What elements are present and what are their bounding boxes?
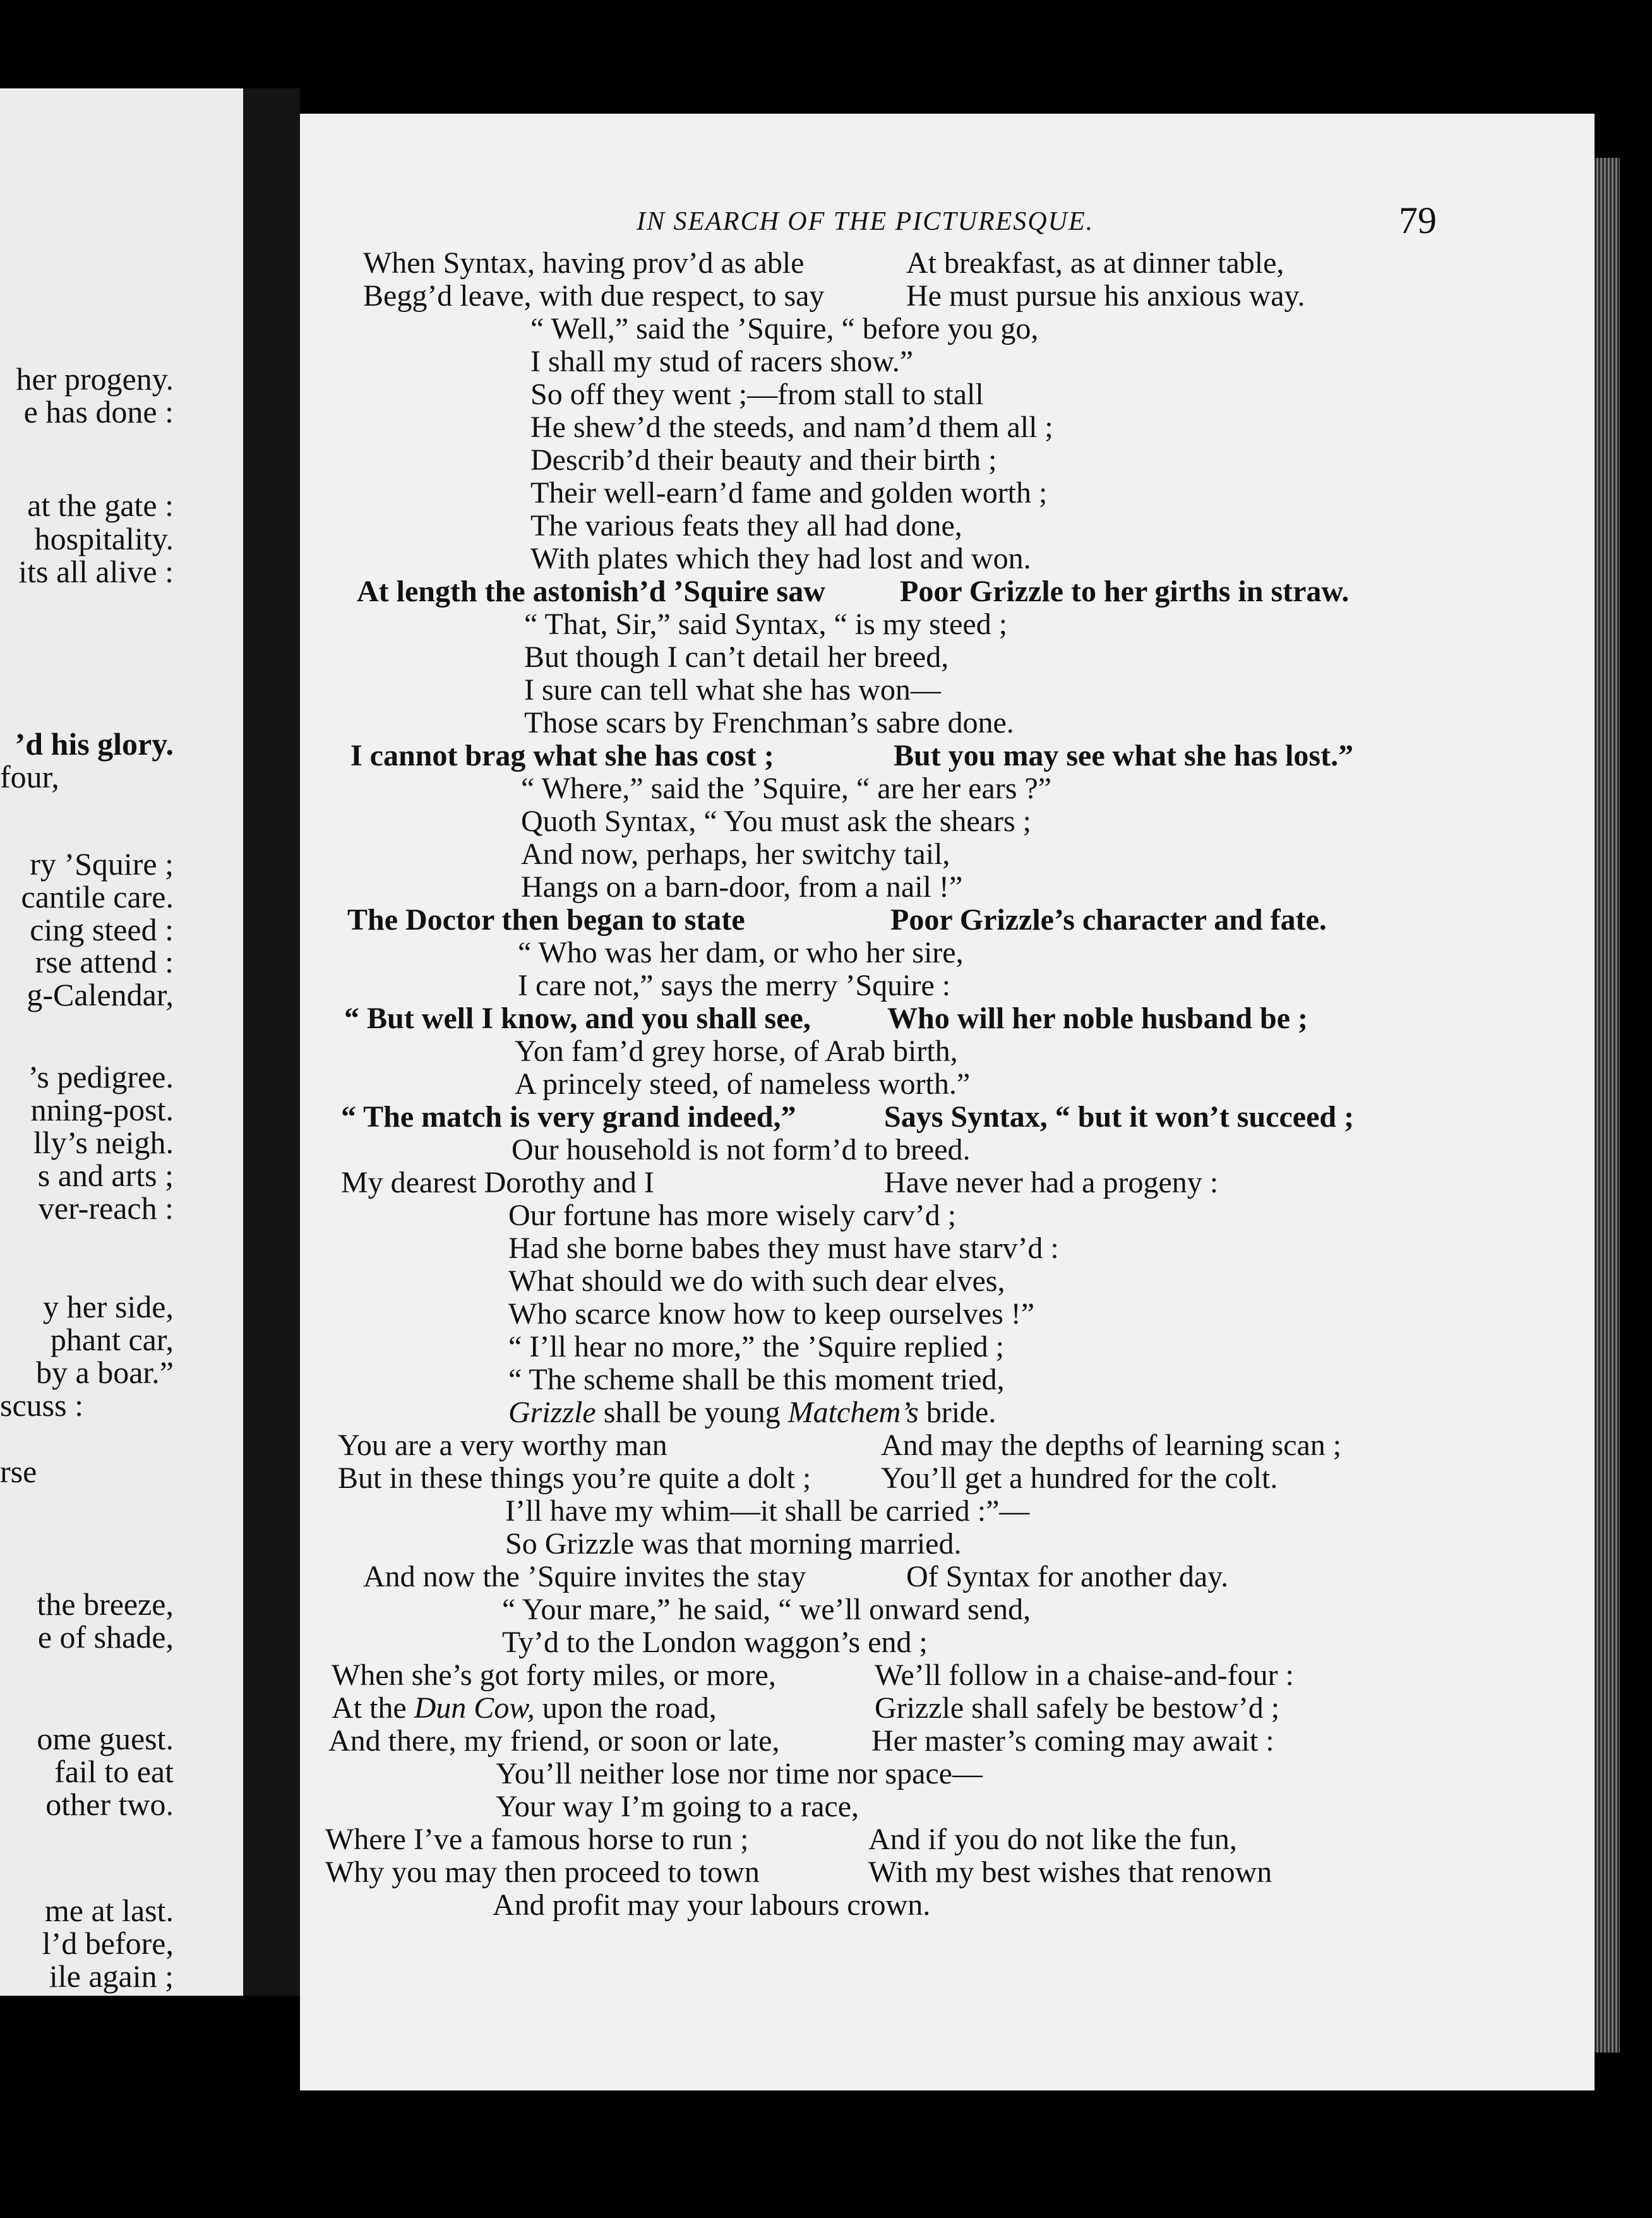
left-page-line: four,	[0, 759, 59, 794]
verse-line: Your way I’m going to a race,	[496, 1790, 859, 1823]
book-gutter	[243, 88, 300, 1996]
left-page-line: ver-reach :	[38, 1190, 174, 1226]
verse-italic-name: Grizzle	[508, 1396, 596, 1429]
verse-line-part: I cannot brag what she has cost ;	[350, 739, 774, 772]
verse-line: He shew’d the steeds, and nam’d them all ;	[530, 411, 1053, 444]
verse-line: I’ll have my whim—it shall be carried :”—	[505, 1494, 1030, 1528]
verse-line-part: With my best wishes that renown	[868, 1855, 1272, 1889]
verse-line-part: And there, my friend, or soon or late,	[328, 1724, 780, 1758]
previous-page	[0, 88, 243, 1996]
verse-line: “ Who was her dam, or who her sire,	[518, 936, 964, 969]
verse-line-part: When she’s got forty miles, or more,	[332, 1658, 776, 1692]
verse-line-part: At the	[332, 1691, 414, 1725]
left-page-line: phant car,	[50, 1322, 174, 1357]
verse-line: “ I’ll hear no more,” the ’Squire replied ;	[508, 1330, 1005, 1364]
verse-line: Describ’d their beauty and their birth ;	[530, 443, 997, 477]
verse-line: “ That, Sir,” said Syntax, “ is my steed ;	[524, 608, 1008, 641]
verse-line-part	[332, 1693, 717, 1723]
verse-line: I shall my stud of racers show.”	[530, 345, 914, 378]
running-head: IN SEARCH OF THE PICTURESQUE.	[637, 207, 1094, 236]
verse-line: Our household is not form’d to breed.	[512, 1133, 971, 1166]
verse-line: “ Your mare,” he said, “ we’ll onward send,	[502, 1593, 1031, 1626]
verse-line-part: When Syntax, having prov’d as able	[363, 246, 805, 280]
current-page	[300, 114, 1595, 2090]
verse-line: What should we do with such dear elves,	[508, 1264, 1005, 1298]
verse-line-part: Grizzle shall safely be bestow’d ;	[875, 1691, 1280, 1725]
verse-line-part: But you may see what she has lost.”	[894, 739, 1354, 772]
verse-line: I care not,” says the merry ’Squire :	[518, 969, 951, 1002]
verse-line-part: “ The match is very grand indeed,”	[341, 1100, 796, 1134]
verse-line-part: Her master’s coming may await :	[871, 1724, 1274, 1758]
left-page-line: y her side,	[43, 1289, 174, 1324]
left-page-line: g-Calendar,	[27, 977, 174, 1012]
verse-line-part: You are a very worthy man	[338, 1429, 667, 1462]
verse-line: Yon fam’d grey horse, of Arab birth,	[515, 1034, 958, 1068]
left-page-line: other two.	[45, 1787, 174, 1822]
left-page-line: fail to eat	[54, 1754, 174, 1789]
left-page-line: hospitality.	[34, 521, 174, 556]
left-page-line: ome guest.	[37, 1721, 174, 1756]
verse-line: And now, perhaps, her switchy tail,	[521, 837, 950, 871]
verse-line-part: The Doctor then began to state	[347, 903, 745, 937]
verse-line-part: Says Syntax, “ but it won’t succeed ;	[884, 1100, 1355, 1134]
left-page-line: the breeze,	[37, 1586, 174, 1622]
verse-italic-name: Dun Cow,	[414, 1691, 535, 1725]
verse-line-part: You’ll get a hundred for the colt.	[881, 1461, 1278, 1495]
left-page-line: ile again ;	[49, 1958, 174, 1994]
left-page-line: e has done :	[23, 394, 174, 429]
verse-line: But though I can’t detail her breed,	[524, 640, 949, 674]
verse-line-part: He must pursue his anxious way.	[906, 279, 1305, 313]
verse-line: A princely steed, of nameless worth.”	[515, 1067, 971, 1101]
verse-line-part: Poor Grizzle to her girths in straw.	[900, 575, 1350, 608]
verse-line-part: At breakfast, as at dinner table,	[906, 246, 1284, 280]
verse-line: Their well-earn’d fame and golden worth ;	[530, 476, 1048, 510]
verse-line: “ Well,” said the ’Squire, “ before you go,	[530, 312, 1039, 345]
left-page-line: at the gate :	[27, 488, 174, 523]
left-page-line: e of shade,	[37, 1619, 174, 1655]
verse-line-part: Begg’d leave, with due respect, to say	[363, 279, 825, 313]
verse-line-part: And may the depths of learning scan ;	[881, 1429, 1342, 1462]
verse-line-part: We’ll follow in a chaise-and-four :	[875, 1658, 1294, 1692]
left-page-line: cing steed :	[30, 912, 174, 947]
verse-line-part: shall be young	[596, 1396, 788, 1429]
left-page-line: cantile care.	[21, 879, 174, 914]
verse-line: You’ll neither lose nor time nor space—	[496, 1757, 983, 1790]
verse-line: Hangs on a barn-door, from a nail !”	[521, 870, 963, 904]
verse-line-part: Where I’ve a famous horse to run ;	[325, 1823, 749, 1856]
left-page-line: by a boar.”	[36, 1355, 174, 1390]
verse-line-part: And if you do not like the fun,	[868, 1823, 1237, 1856]
verse-line: Those scars by Frenchman’s sabre done.	[524, 706, 1014, 740]
verse-line: Who scarce know how to keep ourselves !”	[508, 1297, 1035, 1331]
verse-line: I sure can tell what she has won—	[524, 673, 941, 707]
left-page-line: her progeny.	[16, 361, 174, 397]
left-page-line: rse	[0, 1454, 37, 1489]
verse-line: Our fortune has more wisely carv’d ;	[508, 1199, 957, 1232]
left-page-line: nning-post.	[30, 1092, 174, 1127]
verse-line-part: My dearest Dorothy and I	[341, 1166, 654, 1199]
page-edges	[1595, 158, 1620, 2053]
left-page-line: ’d his glory.	[15, 726, 174, 762]
verse-line	[508, 1398, 996, 1428]
verse-italic-name: Matchem’s	[787, 1396, 919, 1429]
page-number: 79	[1399, 200, 1437, 241]
verse-line-part: And now the ’Squire invites the stay	[363, 1560, 806, 1593]
verse-line: So Grizzle was that morning married.	[505, 1527, 962, 1561]
verse-line: Had she borne babes they must have starv’d :	[508, 1232, 1059, 1265]
verse-line: The various feats they all had done,	[530, 509, 962, 543]
verse-line-part: At length the astonish’d ’Squire saw	[357, 575, 825, 608]
verse-line: With plates which they had lost and won.	[530, 542, 1031, 575]
verse-line: “ The scheme shall be this moment tried,	[508, 1363, 1005, 1396]
left-page-line: ’s pedigree.	[28, 1059, 174, 1094]
left-page-line: ry ’Squire ;	[30, 846, 174, 882]
left-page-line: l’d before,	[42, 1926, 174, 1961]
verse-line-part: Poor Grizzle’s character and fate.	[890, 903, 1327, 937]
verse-line: And profit may your labours crown.	[493, 1888, 931, 1922]
verse-line-part: But in these things you’re quite a dolt ;	[338, 1461, 811, 1495]
verse-line-part: “ But well I know, and you shall see,	[344, 1002, 811, 1035]
verse-line: “ Where,” said the ’Squire, “ are her ears ?”	[521, 772, 1051, 805]
left-page-line: lly’s neigh.	[33, 1125, 174, 1160]
left-page-line: s and arts ;	[37, 1158, 174, 1193]
left-page-line: me at last.	[44, 1893, 174, 1928]
verse-line: So off they went ;—from stall to stall	[530, 378, 984, 411]
verse-line-part: Have never had a progeny :	[884, 1166, 1219, 1199]
verse-line: Quoth Syntax, “ You must ask the shears ;	[521, 805, 1031, 838]
verse-line-part: bride.	[918, 1396, 997, 1429]
verse-line-part: Why you may then proceed to town	[325, 1855, 760, 1889]
left-page-line: rse attend :	[35, 944, 174, 980]
verse-line-part: upon the road,	[534, 1691, 717, 1725]
verse-line-part: Of Syntax for another day.	[906, 1560, 1229, 1593]
left-page-line: its all alive :	[18, 554, 174, 589]
left-page-line: scuss :	[0, 1388, 83, 1423]
verse-line-part: Who will her noble husband be ;	[887, 1002, 1308, 1035]
verse-line: Ty’d to the London waggon’s end ;	[502, 1626, 928, 1659]
